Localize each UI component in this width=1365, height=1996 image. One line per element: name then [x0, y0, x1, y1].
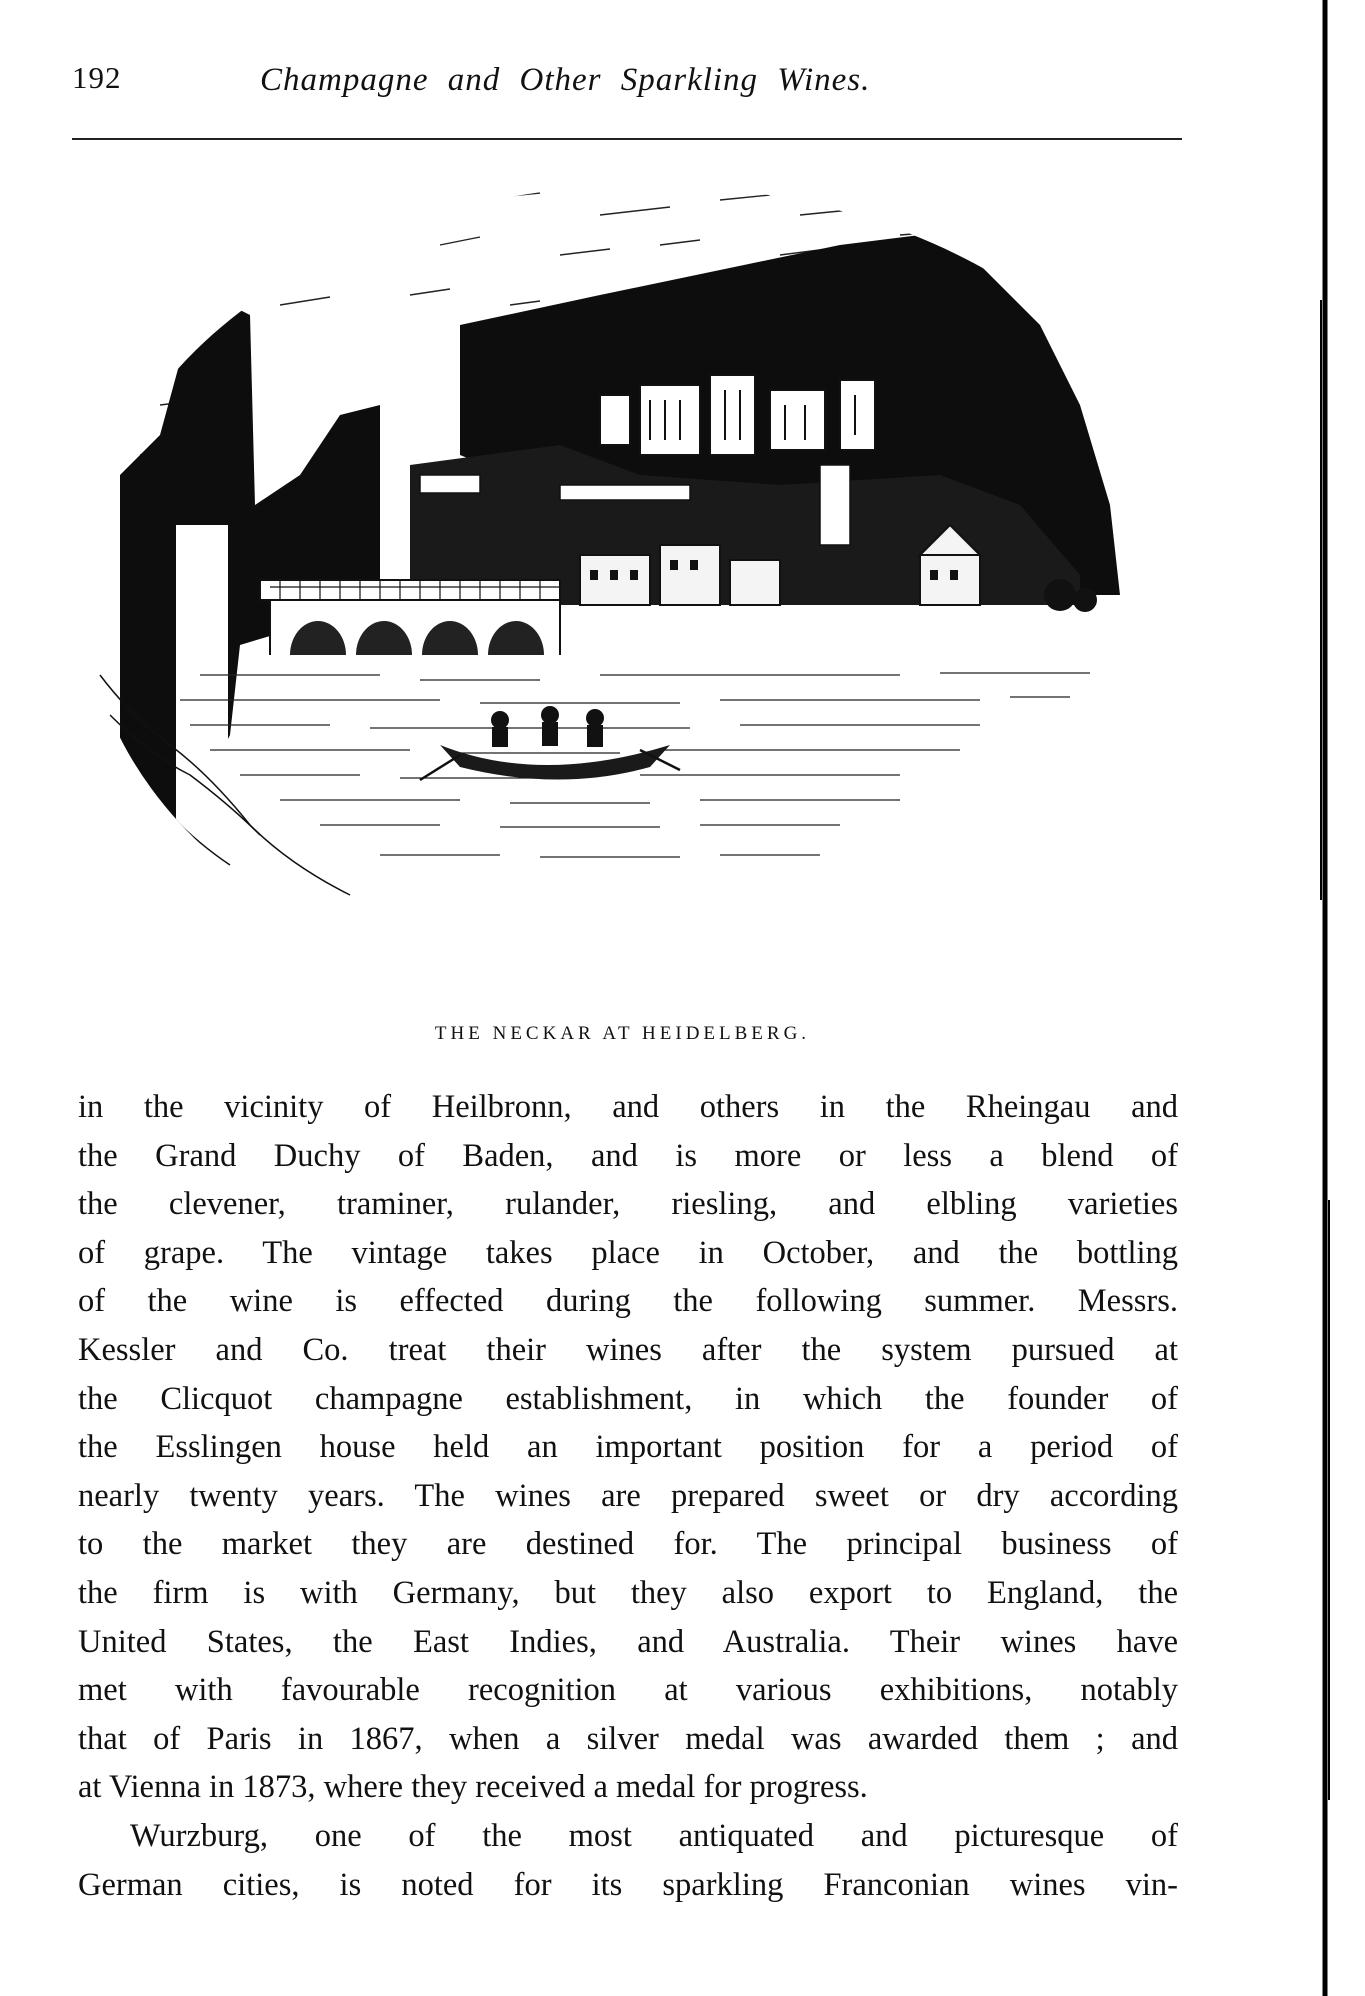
rowing-boat [440, 745, 670, 780]
text-line: to the market they are destined for. The principal business of [78, 1526, 1178, 1563]
old-bridge [260, 580, 560, 600]
neckar-heidelberg-engraving [80, 175, 1210, 1005]
text-line: met with favourable recognition at various exhibitions, notably [78, 1672, 1178, 1709]
text-line: the Clicquot champagne establishment, in which the founder of [78, 1380, 1178, 1417]
text-line: Wurzburg, one of the most antiquated and picturesque of [130, 1817, 1178, 1854]
text-line: in the vicinity of Heilbronn, and others in the Rheingau and [78, 1089, 1178, 1125]
text-line: the clevener, traminer, rulander, riesling, and elbling varieties [78, 1186, 1178, 1223]
binding-edge [1318, 0, 1332, 1996]
page-number: 192 [72, 60, 122, 95]
text-line: the Esslingen house held an important position for a period of [78, 1429, 1178, 1466]
text-line: Kessler and Co. treat their wines after the system pursued at [78, 1331, 1178, 1368]
text-line: United States, the East Indies, and Australia. Their wines have [78, 1623, 1178, 1660]
figure-caption: THE NECKAR AT HEIDELBERG. [434, 1023, 811, 1044]
running-head: Champagne and Other Sparkling Wines. [260, 62, 871, 98]
header-rule [72, 138, 1182, 140]
text-line: German cities, is noted for its sparkling Franconian wines vin- [78, 1866, 1178, 1903]
text-line: the Grand Duchy of Baden, and is more or less a blend of [78, 1137, 1178, 1174]
text-line: of grape. The vintage takes place in October, and the bottling [78, 1234, 1178, 1271]
text-line: the firm is with Germany, but they also export to England, the [78, 1574, 1178, 1611]
text-line: of the wine is effected during the following summer. Messrs. [78, 1283, 1178, 1320]
text-line: nearly twenty years. The wines are prepared sweet or dry according [78, 1477, 1178, 1514]
text-line: that of Paris in 1867, when a silver medal was awarded them ; and [78, 1720, 1178, 1757]
text-line: at Vienna in 1873, where they received a medal for progress. [78, 1769, 868, 1806]
body-text [78, 1083, 1178, 1909]
